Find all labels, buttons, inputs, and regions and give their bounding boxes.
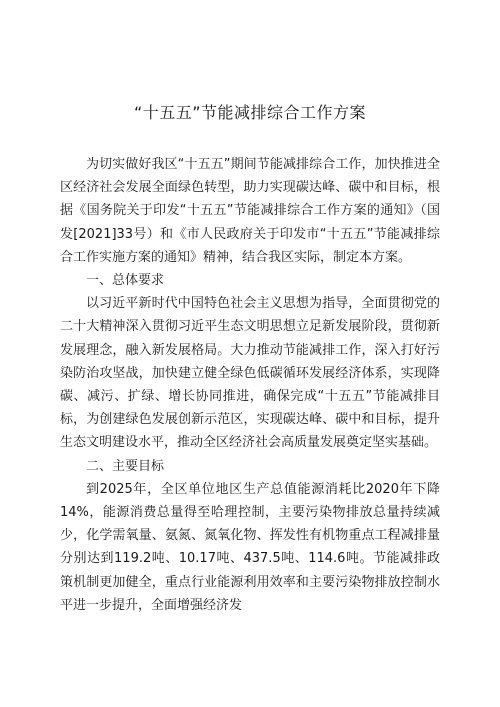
section-heading-main-goals: 二、主要目标	[86, 458, 165, 474]
general-requirements-paragraph: 以习近平新时代中国特色社会主义思想为指导，全面贯彻党的二十大精神深入贯彻习近平生态文明思想立足新发展阶段，贯彻新发展理念，融入新发展格局。大力推动节能减排工作，深入打好污染防治攻坚战，加快建立健全绿色低碳循环发展经济体系，实现降碳、减污、扩绿、增长协同推进，确保完成“十五五”节能减排目标，为创建绿色发展创新示范区，实现碳达峰、碳中和目标，提升生态文明建设水平，推动全区经济社会高质量发展奠定坚实基础。	[60, 296, 440, 451]
document-title: “十五五”节能减排综合工作方案	[133, 103, 367, 122]
document-body	[60, 153, 440, 617]
section-heading-general-requirements: 一、总体要求	[86, 273, 165, 289]
intro-paragraph: 为切实做好我区“十五五”期间节能减排综合工作，加快推进全区经济社会发展全面绿色转型，助力实现碳达峰、碳中和目标，根据《国务院关于印发“十五五”节能减排综合工作方案的通知》（国发[2021]33号）和《市人民政府关于印发市“十五五”节能减排综合工作实施方案的通知》精神，结合我区实际，制定本方案。	[60, 157, 440, 265]
main-goals-paragraph: 到2025年，全区单位地区生产总值能源消耗比2020年下降14%，能源消费总量得至哈理控制，主要污染物排放总量持续减少，化学需氧量、氨氮、氮氧化物、挥发性有机物重点工程减排量分别达到119.2吨、10.17吨、437.5吨、114.6吨。节能减排政策机制更加健全，重点行业能源利用效率和主要污染物排放控制水平进一步提升，全面增强经济发	[60, 481, 440, 613]
